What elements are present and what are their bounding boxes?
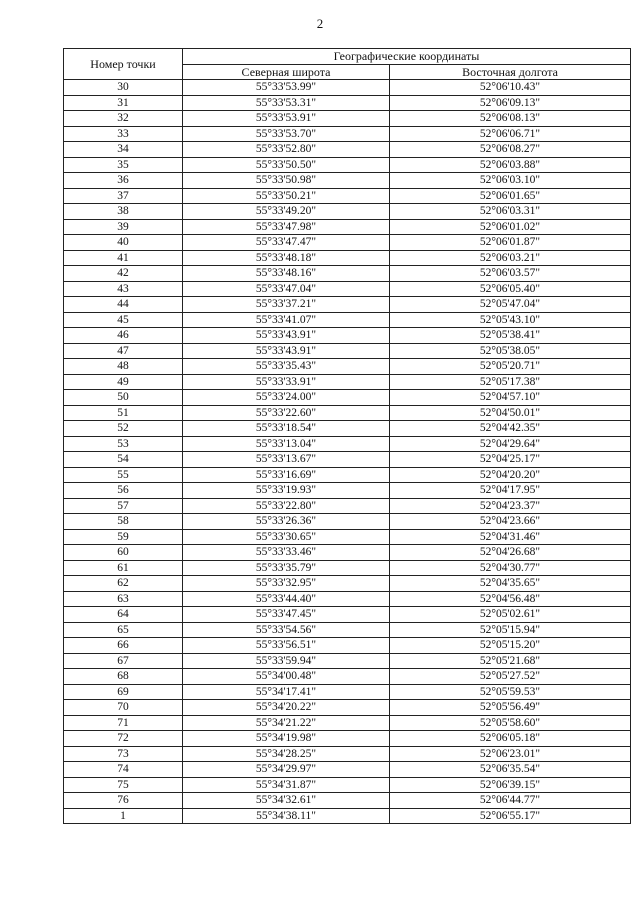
table-row: [64, 173, 631, 189]
point-number-cell: 55: [64, 467, 183, 483]
table-row: [64, 483, 631, 499]
latitude-cell: 55°34'29.97": [183, 762, 390, 778]
point-number-cell: 43: [64, 281, 183, 297]
point-number-cell: 61: [64, 560, 183, 576]
longitude-cell: 52°05'38.41": [390, 328, 631, 344]
table-row: [64, 266, 631, 282]
latitude-cell: 55°33'50.98": [183, 173, 390, 189]
point-number-cell: 64: [64, 607, 183, 623]
longitude-cell: 52°06'05.40": [390, 281, 631, 297]
point-number-cell: 65: [64, 622, 183, 638]
latitude-cell: 55°33'50.50": [183, 157, 390, 173]
latitude-cell: 55°34'32.61": [183, 793, 390, 809]
header-north-latitude: Северная широта: [183, 64, 390, 80]
longitude-cell: 52°06'01.02": [390, 219, 631, 235]
longitude-cell: 52°05'59.53": [390, 684, 631, 700]
point-number-cell: 41: [64, 250, 183, 266]
latitude-cell: 55°34'31.87": [183, 777, 390, 793]
table-row: [64, 142, 631, 158]
latitude-cell: 55°33'47.45": [183, 607, 390, 623]
longitude-cell: 52°06'03.10": [390, 173, 631, 189]
longitude-cell: 52°05'17.38": [390, 374, 631, 390]
latitude-cell: 55°33'41.07": [183, 312, 390, 328]
table-row: [64, 436, 631, 452]
longitude-cell: 52°06'35.54": [390, 762, 631, 778]
latitude-cell: 55°34'19.98": [183, 731, 390, 747]
latitude-cell: 55°34'00.48": [183, 669, 390, 685]
longitude-cell: 52°06'03.21": [390, 250, 631, 266]
header-geographic-coordinates: Географические координаты: [183, 49, 631, 65]
longitude-cell: 52°06'03.31": [390, 204, 631, 220]
table-row: [64, 111, 631, 127]
table-row: [64, 545, 631, 561]
table-row: [64, 405, 631, 421]
latitude-cell: 55°33'50.21": [183, 188, 390, 204]
longitude-cell: 52°04'23.66": [390, 514, 631, 530]
longitude-cell: 52°06'55.17": [390, 808, 631, 824]
longitude-cell: 52°06'39.15": [390, 777, 631, 793]
latitude-cell: 55°33'37.21": [183, 297, 390, 313]
latitude-cell: 55°33'26.36": [183, 514, 390, 530]
table-row: [64, 374, 631, 390]
latitude-cell: 55°33'52.80": [183, 142, 390, 158]
longitude-cell: 52°04'31.46": [390, 529, 631, 545]
point-number-cell: 1: [64, 808, 183, 824]
point-number-cell: 48: [64, 359, 183, 375]
point-number-cell: 67: [64, 653, 183, 669]
latitude-cell: 55°33'56.51": [183, 638, 390, 654]
point-number-cell: 53: [64, 436, 183, 452]
longitude-cell: 52°05'20.71": [390, 359, 631, 375]
latitude-cell: 55°33'54.56": [183, 622, 390, 638]
longitude-cell: 52°05'47.04": [390, 297, 631, 313]
longitude-cell: 52°06'03.57": [390, 266, 631, 282]
table-row: [64, 126, 631, 142]
table-row: [64, 80, 631, 96]
point-number-cell: 51: [64, 405, 183, 421]
longitude-cell: 52°06'01.65": [390, 188, 631, 204]
point-number-cell: 56: [64, 483, 183, 499]
longitude-cell: 52°04'35.65": [390, 576, 631, 592]
latitude-cell: 55°33'22.60": [183, 405, 390, 421]
point-number-cell: 46: [64, 328, 183, 344]
longitude-cell: 52°04'17.95": [390, 483, 631, 499]
latitude-cell: 55°33'47.04": [183, 281, 390, 297]
latitude-cell: 55°33'43.91": [183, 328, 390, 344]
latitude-cell: 55°33'47.98": [183, 219, 390, 235]
longitude-cell: 52°06'44.77": [390, 793, 631, 809]
longitude-cell: 52°04'25.17": [390, 452, 631, 468]
point-number-cell: 69: [64, 684, 183, 700]
table-row: [64, 560, 631, 576]
point-number-cell: 35: [64, 157, 183, 173]
latitude-cell: 55°34'38.11": [183, 808, 390, 824]
table-row: [64, 250, 631, 266]
table-row: [64, 390, 631, 406]
longitude-cell: 52°05'02.61": [390, 607, 631, 623]
page-number: 2: [316, 16, 324, 31]
table-row: [64, 498, 631, 514]
point-number-cell: 39: [64, 219, 183, 235]
point-number-cell: 33: [64, 126, 183, 142]
latitude-cell: 55°33'48.18": [183, 250, 390, 266]
point-number-cell: 70: [64, 700, 183, 716]
latitude-cell: 55°34'20.22": [183, 700, 390, 716]
longitude-cell: 52°04'50.01": [390, 405, 631, 421]
longitude-cell: 52°04'23.37": [390, 498, 631, 514]
longitude-cell: 52°05'38.05": [390, 343, 631, 359]
point-number-cell: 37: [64, 188, 183, 204]
table-row: [64, 731, 631, 747]
point-number-cell: 31: [64, 95, 183, 111]
latitude-cell: 55°33'48.16": [183, 266, 390, 282]
table-row: [64, 684, 631, 700]
table-row: [64, 312, 631, 328]
point-number-cell: 40: [64, 235, 183, 251]
latitude-cell: 55°33'32.95": [183, 576, 390, 592]
longitude-cell: 52°06'08.27": [390, 142, 631, 158]
latitude-cell: 55°33'18.54": [183, 421, 390, 437]
header-point-number: Номер точки: [64, 49, 183, 80]
longitude-cell: 52°06'10.43": [390, 80, 631, 96]
table-row: [64, 715, 631, 731]
table-row: [64, 529, 631, 545]
point-number-cell: 63: [64, 591, 183, 607]
latitude-cell: 55°33'44.40": [183, 591, 390, 607]
point-number-cell: 36: [64, 173, 183, 189]
point-number-cell: 73: [64, 746, 183, 762]
longitude-cell: 52°04'56.48": [390, 591, 631, 607]
longitude-cell: 52°06'01.87": [390, 235, 631, 251]
point-number-cell: 76: [64, 793, 183, 809]
latitude-cell: 55°33'13.67": [183, 452, 390, 468]
table-row: [64, 638, 631, 654]
table-row: [64, 343, 631, 359]
table-row: [64, 669, 631, 685]
longitude-cell: 52°05'56.49": [390, 700, 631, 716]
latitude-cell: 55°33'49.20": [183, 204, 390, 220]
table-row: [64, 622, 631, 638]
table-header: [64, 49, 631, 80]
latitude-cell: 55°33'59.94": [183, 653, 390, 669]
point-number-cell: 59: [64, 529, 183, 545]
latitude-cell: 55°33'43.91": [183, 343, 390, 359]
table-row: [64, 514, 631, 530]
point-number-cell: 62: [64, 576, 183, 592]
coordinates-table: [63, 48, 631, 824]
point-number-cell: 44: [64, 297, 183, 313]
longitude-cell: 52°06'05.18": [390, 731, 631, 747]
latitude-cell: 55°33'53.91": [183, 111, 390, 127]
point-number-cell: 52: [64, 421, 183, 437]
longitude-cell: 52°05'58.60": [390, 715, 631, 731]
table-row: [64, 467, 631, 483]
longitude-cell: 52°05'21.68": [390, 653, 631, 669]
point-number-cell: 49: [64, 374, 183, 390]
longitude-cell: 52°05'43.10": [390, 312, 631, 328]
table-row: [64, 328, 631, 344]
table-row: [64, 359, 631, 375]
longitude-cell: 52°06'23.01": [390, 746, 631, 762]
table-row: [64, 746, 631, 762]
point-number-cell: 74: [64, 762, 183, 778]
latitude-cell: 55°33'33.46": [183, 545, 390, 561]
latitude-cell: 55°34'17.41": [183, 684, 390, 700]
latitude-cell: 55°33'53.31": [183, 95, 390, 111]
longitude-cell: 52°04'29.64": [390, 436, 631, 452]
table-row: [64, 421, 631, 437]
table-row: [64, 808, 631, 824]
latitude-cell: 55°33'35.79": [183, 560, 390, 576]
table-body: [64, 80, 631, 824]
latitude-cell: 55°33'35.43": [183, 359, 390, 375]
table-row: [64, 297, 631, 313]
longitude-cell: 52°05'15.20": [390, 638, 631, 654]
latitude-cell: 55°33'22.80": [183, 498, 390, 514]
latitude-cell: 55°33'13.04": [183, 436, 390, 452]
longitude-cell: 52°04'20.20": [390, 467, 631, 483]
longitude-cell: 52°06'03.88": [390, 157, 631, 173]
longitude-cell: 52°04'26.68": [390, 545, 631, 561]
table-row: [64, 452, 631, 468]
longitude-cell: 52°06'09.13": [390, 95, 631, 111]
longitude-cell: 52°04'42.35": [390, 421, 631, 437]
longitude-cell: 52°04'57.10": [390, 390, 631, 406]
table-row: [64, 204, 631, 220]
point-number-cell: 71: [64, 715, 183, 731]
latitude-cell: 55°33'53.99": [183, 80, 390, 96]
table-row: [64, 219, 631, 235]
point-number-cell: 34: [64, 142, 183, 158]
table-row: [64, 762, 631, 778]
table-row: [64, 188, 631, 204]
header-east-longitude: Восточная долгота: [390, 64, 631, 80]
point-number-cell: 45: [64, 312, 183, 328]
table-row: [64, 777, 631, 793]
latitude-cell: 55°33'30.65": [183, 529, 390, 545]
latitude-cell: 55°34'28.25": [183, 746, 390, 762]
table-row: [64, 235, 631, 251]
point-number-cell: 60: [64, 545, 183, 561]
point-number-cell: 57: [64, 498, 183, 514]
point-number-cell: 66: [64, 638, 183, 654]
table-row: [64, 700, 631, 716]
table-row: [64, 653, 631, 669]
longitude-cell: 52°04'30.77": [390, 560, 631, 576]
longitude-cell: 52°06'06.71": [390, 126, 631, 142]
point-number-cell: 68: [64, 669, 183, 685]
latitude-cell: 55°33'33.91": [183, 374, 390, 390]
point-number-cell: 47: [64, 343, 183, 359]
longitude-cell: 52°05'15.94": [390, 622, 631, 638]
latitude-cell: 55°33'47.47": [183, 235, 390, 251]
table-row: [64, 607, 631, 623]
longitude-cell: 52°05'27.52": [390, 669, 631, 685]
table-row: [64, 157, 631, 173]
point-number-cell: 58: [64, 514, 183, 530]
point-number-cell: 32: [64, 111, 183, 127]
point-number-cell: 72: [64, 731, 183, 747]
table-row: [64, 576, 631, 592]
point-number-cell: 54: [64, 452, 183, 468]
latitude-cell: 55°33'24.00": [183, 390, 390, 406]
latitude-cell: 55°33'19.93": [183, 483, 390, 499]
point-number-cell: 75: [64, 777, 183, 793]
table-row: [64, 281, 631, 297]
latitude-cell: 55°34'21.22": [183, 715, 390, 731]
table-row: [64, 95, 631, 111]
point-number-cell: 42: [64, 266, 183, 282]
point-number-cell: 30: [64, 80, 183, 96]
latitude-cell: 55°33'53.70": [183, 126, 390, 142]
table-row: [64, 793, 631, 809]
table-row: [64, 591, 631, 607]
point-number-cell: 50: [64, 390, 183, 406]
point-number-cell: 38: [64, 204, 183, 220]
longitude-cell: 52°06'08.13": [390, 111, 631, 127]
latitude-cell: 55°33'16.69": [183, 467, 390, 483]
